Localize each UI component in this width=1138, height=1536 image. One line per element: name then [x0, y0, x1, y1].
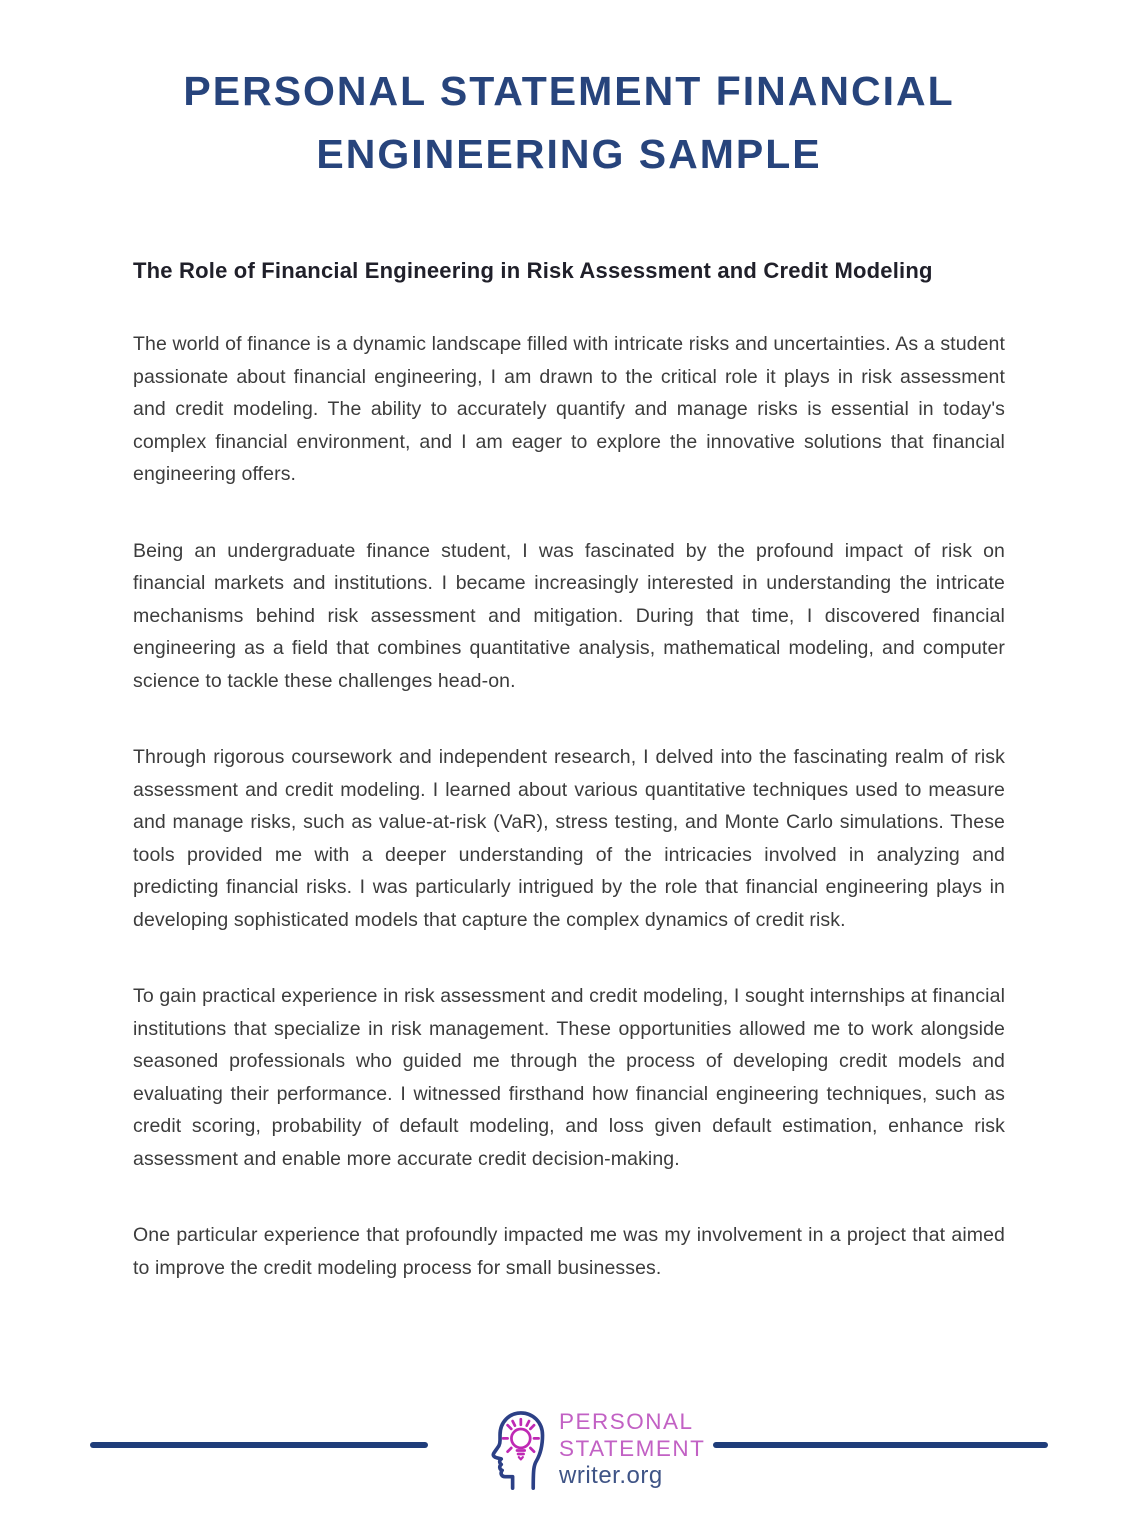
footer-rule-left: [90, 1442, 428, 1448]
paragraph-4: To gain practical experience in risk assessment and credit modeling, I sought internships at financial institutions that specialize in risk management. These opportunities allowed me to work alongside seasoned professionals who guided me through the process of developing credit models and evaluating their performance. I witnessed firsthand how financial engineering techniques, such as credit scoring, probability of default modeling, and loss given default estimation, enhance risk assessment and enable more accurate credit decision-making.: [133, 985, 1005, 1170]
paragraph-3: Through rigorous coursework and independent research, I delved into the fascinating realm of risk assessment and credit modeling. I learned about various quantitative techniques used to measure and manage risks, such as value-at-risk (VaR), stress testing, and Monte Carlo simulations. These tools provided me with a deeper understanding of the intricacies involved in analyzing and predicting financial risks. I was particularly intrigued by the role that financial engineering plays in developing sophisticated models that capture the complex dynamics of credit risk.: [133, 746, 1005, 931]
brand-word-personal: PERSONAL: [559, 1409, 694, 1434]
title-line-1: PERSONAL STATEMENT FINANCIAL: [183, 68, 955, 114]
section-heading: The Role of Financial Engineering in Risk Assessment and Credit Modeling: [133, 258, 933, 283]
brand-word-statement: STATEMENT: [559, 1436, 706, 1461]
document-body: [133, 256, 1005, 1284]
brand-logo: [488, 1404, 705, 1492]
brand-word-writer-org: writer.org: [559, 1462, 663, 1489]
head-profile-lightbulb-icon: [488, 1404, 550, 1492]
footer-rule-right: [713, 1442, 1048, 1448]
paragraph-2: Being an undergraduate finance student, I was fascinated by the profound impact of risk on financial markets and institutions. I became increasingly interested in understanding the intricate mechanisms behind risk assessment and mitigation. During that time, I discovered financial engineering as a field that combines quantitative analysis, mathematical modeling, and computer science to tackle these challenges head-on.: [133, 539, 1005, 692]
title-line-2: ENGINEERING SAMPLE: [316, 131, 822, 177]
document-title: [0, 0, 1138, 186]
paragraph-5: One particular experience that profoundly impacted me was my involvement in a project that aimed to improve the credit modeling process for small businesses.: [133, 1224, 1005, 1279]
paragraph-1: The world of finance is a dynamic landscape filled with intricate risks and uncertainties. As a student passionate about financial engineering, I am drawn to the critical role it plays in risk assessment and credit modeling. The ability to accurately quantify and manage risks is essential in today's complex financial environment, and I am eager to explore the innovative solutions that financial engineering offers.: [133, 333, 1005, 485]
brand-text: [559, 1404, 705, 1490]
